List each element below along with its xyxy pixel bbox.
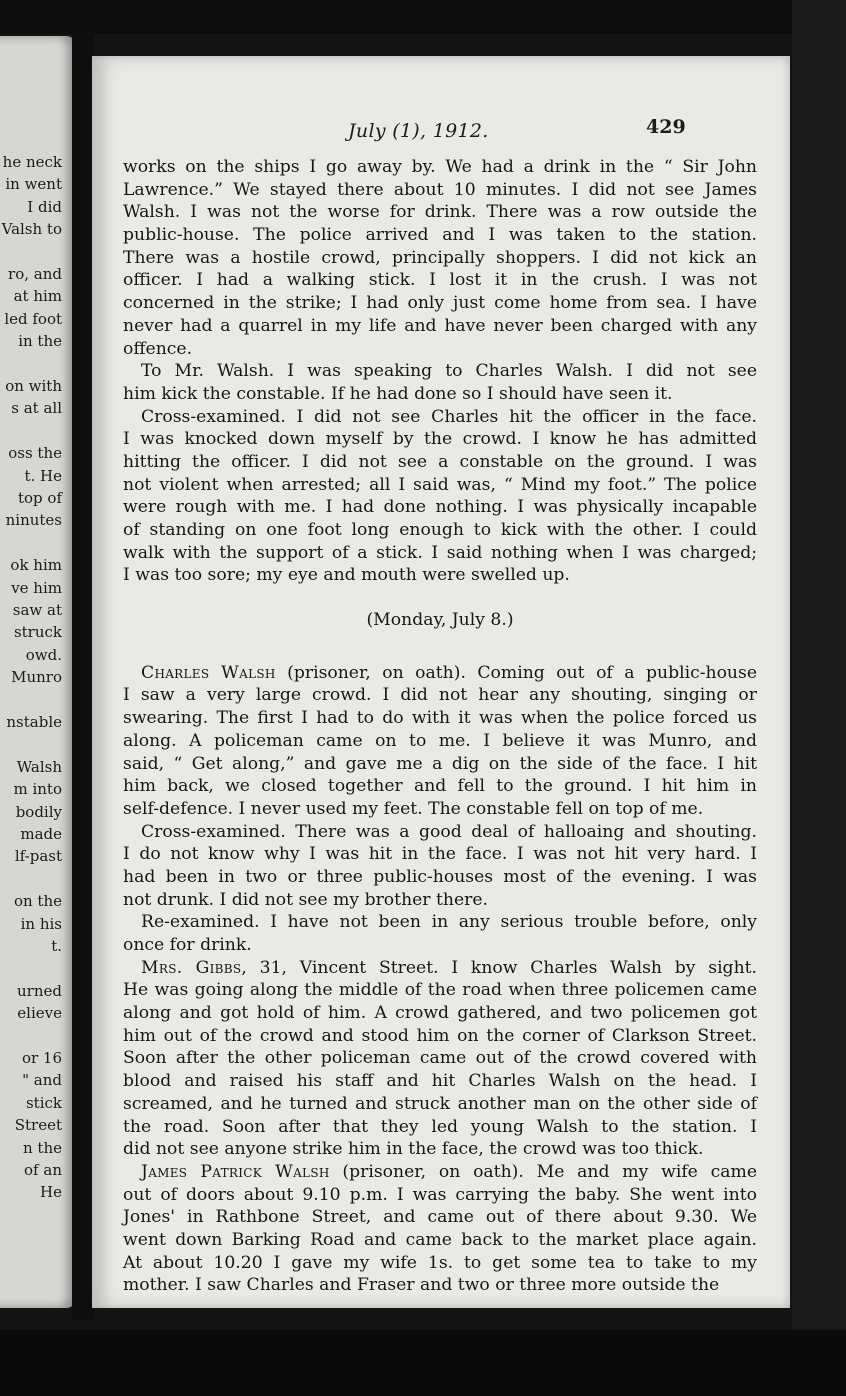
margin-fragment: n the: [23, 1138, 62, 1157]
text-line: swearing. The first I had to do with it was when the police forced us: [123, 708, 757, 729]
text-line: officer. I had a walking stick. I lost it in the crush. I was not: [123, 270, 757, 291]
margin-fragment: top of: [17, 489, 62, 507]
speaker-name: Charles Walsh: [141, 662, 276, 683]
text-line: I saw a very large crowd. I did not hear any shouting, singing or: [123, 685, 757, 706]
margin-fragment: " and: [22, 1071, 62, 1090]
text-line: mother. I saw Charles and Fraser and two or three more outside the: [123, 1275, 720, 1296]
paragraph: [123, 406, 757, 588]
margin-fragment: ninutes: [5, 511, 62, 530]
margin-fragment: Valsh to: [1, 220, 62, 239]
page-header: [92, 116, 790, 146]
text-line: hitting the officer. I did not see a constable on the ground. I was: [123, 451, 757, 472]
text-line: There was a hostile crowd, principally shoppers. I did not kick an: [123, 247, 757, 268]
margin-fragment: at him: [13, 287, 62, 306]
margin-fragment: on with: [5, 377, 62, 395]
margin-fragment: Munro: [11, 668, 62, 687]
text-line: Jones' in Rathbone Street, and came out of there about 9.30. We: [123, 1207, 757, 1228]
text-line: went down Barking Road and came back to the market place again.: [123, 1229, 757, 1250]
margin-fragment: nstable: [6, 713, 62, 731]
date-heading: [123, 609, 757, 632]
paragraph: [123, 360, 757, 405]
margin-fragment: ok him: [10, 556, 62, 575]
text-line: did not see anyone strike him in the face, the crowd was too thick.: [123, 1139, 704, 1160]
text-line: never had a quarrel in my life and have never been charged with any: [123, 315, 757, 336]
margin-fragment: t.: [51, 937, 62, 955]
line-text: , 31, Vincent Street. I know Charles Walsh by sight.: [241, 957, 758, 978]
text-line: At about 10.20 I gave my wife 1s. to get some tea to take to my: [123, 1252, 757, 1273]
text-line: [123, 662, 757, 685]
text-line: Re-examined. I have not been in any serious trouble before, only: [141, 912, 757, 933]
text-line: offence.: [123, 338, 193, 359]
margin-fragment: t. He: [24, 466, 62, 485]
text-line: the road. Soon after that they led young Walsh to the station. I: [123, 1116, 757, 1137]
scan-right-border: [792, 0, 846, 1396]
text-line: Soon after the other policeman came out of the crowd covered with: [123, 1048, 757, 1069]
margin-fragment: bodily: [15, 802, 62, 821]
margin-fragment: ro, and: [8, 265, 62, 283]
paragraph: [123, 911, 757, 956]
date-heading-text: (Monday, July 8.): [366, 610, 514, 631]
line-text: (prisoner, on oath). Coming out of a public-house: [275, 662, 757, 683]
paragraph: [123, 156, 757, 360]
text-line: Lawrence.” We stayed there about 10 minutes. I did not see James: [123, 179, 757, 200]
margin-fragment: elieve: [17, 1004, 62, 1023]
margin-fragment: in went: [5, 175, 62, 194]
margin-fragment: struck: [13, 623, 62, 642]
margin-fragment: ve him: [11, 578, 62, 597]
margin-fragment: owd.: [25, 645, 62, 664]
text-line: [123, 957, 757, 980]
margin-fragment: urned: [17, 981, 62, 1000]
text-line: out of doors about 9.10 p.m. I was carrying the baby. She went into: [123, 1184, 757, 1205]
text-line: once for drink.: [123, 935, 252, 955]
margin-fragment: led foot: [4, 309, 62, 328]
text-line: concerned in the strike; I had only just come home from sea. I have: [123, 293, 757, 314]
speaker-name: James Patrick Walsh: [141, 1161, 330, 1182]
text-line: [123, 1161, 757, 1184]
text-line: along and got hold of him. A crowd gathered, and two policemen got: [123, 1003, 757, 1024]
margin-fragment: m into: [13, 780, 62, 799]
text-line: He was going along the middle of the road when three policemen came: [123, 980, 757, 1001]
text-line: public-house. The police arrived and I was taken to the station.: [123, 225, 757, 246]
text-line: works on the ships I go away by. We had a drink in the “ Sir John: [123, 157, 757, 177]
margin-fragment: He: [40, 1183, 62, 1202]
paragraph: [123, 1161, 757, 1297]
text-line: I do not know why I was hit in the face. I was not hit very hard. I: [123, 844, 757, 865]
margin-fragment: Street: [14, 1116, 62, 1135]
facing-page-edge: [0, 36, 76, 1308]
margin-fragment: Walsh: [16, 757, 62, 776]
text-line: screamed, and he turned and struck another man on the other side of: [123, 1093, 757, 1114]
page-number: 429: [646, 116, 686, 138]
text-line: said, “ Get along,” and gave me a dig on the side of the face. I hit: [123, 753, 757, 774]
text-line: I was too sore; my eye and mouth were swelled up.: [123, 565, 570, 586]
text-line: blood and raised his staff and hit Charles Walsh on the head. I: [123, 1071, 757, 1092]
line-text: (prisoner, on oath). Me and my wife came: [329, 1161, 758, 1182]
margin-fragment: in his: [20, 914, 62, 933]
text-line: self-defence. I never used my feet. The constable fell on top of me.: [123, 798, 704, 819]
book-gutter: [72, 30, 94, 1320]
text-line: walk with the support of a stick. I said nothing when I was charged;: [123, 542, 757, 563]
margin-fragment: or 16: [21, 1049, 62, 1067]
text-line: To Mr. Walsh. I was speaking to Charles Walsh. I did not see: [141, 361, 757, 382]
scan-bottom-border: [0, 1330, 846, 1396]
text-line: Cross-examined. I did not see Charles hit the officer in the face.: [141, 406, 757, 427]
text-line: of standing on one foot long enough to kick with the other. I could: [123, 520, 757, 540]
margin-fragment: saw at: [12, 601, 62, 619]
text-line: not drunk. I did not see my brother there.: [123, 889, 488, 910]
running-head: July (1), 1912.: [348, 120, 489, 142]
paragraph: [123, 662, 757, 821]
margin-fragment: of an: [24, 1161, 62, 1179]
margin-fragment: made: [20, 825, 62, 843]
text-line: Walsh. I was not the worse for drink. There was a row outside the: [123, 202, 757, 223]
margin-fragment: he neck: [2, 153, 62, 171]
text-line: were rough with me. I had done nothing. I was physically incapable: [123, 497, 757, 518]
paragraph: [123, 957, 757, 1161]
margin-fragment: I did: [27, 197, 62, 216]
text-line: not violent when arrested; all I said was, “ Mind my foot.” The police: [123, 474, 757, 495]
margin-fragment: s at all: [11, 399, 62, 418]
speaker-name: Mrs. Gibbs: [141, 957, 242, 978]
scan-top-border: [0, 0, 846, 34]
text-line: him back, we closed together and fell to the ground. I hit him in: [123, 776, 757, 797]
paragraph: [123, 821, 757, 912]
text-line: him out of the crowd and stood him on the corner of Clarkson Street.: [123, 1025, 757, 1046]
book-page: [92, 56, 790, 1308]
text-line: Cross-examined. There was a good deal of halloaing and shouting.: [141, 821, 757, 842]
margin-fragment: in the: [18, 332, 62, 351]
margin-fragment: oss the: [8, 444, 62, 463]
text-line: had been in two or three public-houses most of the evening. I was: [123, 866, 757, 887]
text-line: him kick the constable. If he had done so I should have seen it.: [123, 383, 673, 404]
text-line: I was knocked down myself by the crowd. I know he has admitted: [123, 429, 757, 450]
margin-fragment: on the: [13, 892, 62, 911]
margin-fragment: stick: [25, 1093, 62, 1112]
body-text: [123, 156, 757, 1297]
text-line: along. A policeman came on to me. I believe it was Munro, and: [123, 730, 757, 751]
margin-fragment: lf-past: [14, 847, 62, 866]
